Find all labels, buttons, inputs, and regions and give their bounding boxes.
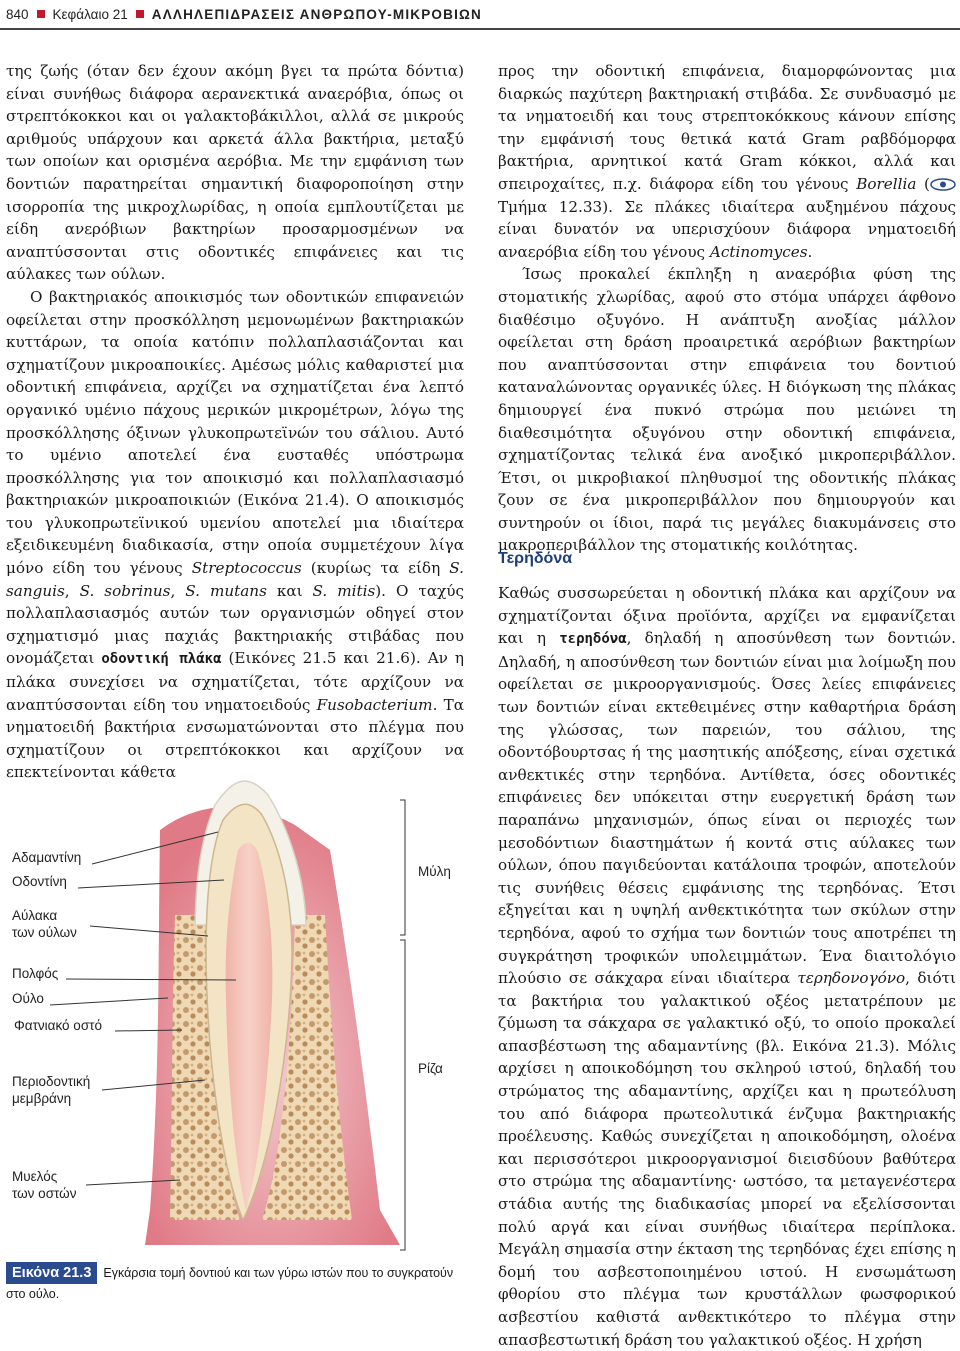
label-sulcus-line1: Αύλακα <box>12 908 58 923</box>
text: , <box>64 581 80 600</box>
page-number: 840 <box>6 6 29 22</box>
label-root: Ρίζα <box>418 1061 443 1076</box>
genus-name: Streptococcus <box>191 559 302 578</box>
text: Ο βακτηριακός αποικισμός των οδοντικών επιφανειών οφείλεται στην προσκόλληση μεμονωμένων βακτηριακών κυττάρων, τα οποία κατόπιν πολλαπλασιάζονται και σχηματίζουν μικροαποικίες. Αμέσως μόλις καθαριστεί μια οδοντική επιφάνεια, αρχίζει να σχηματίζεται ένα λεπτό οργανικό υμένιο πάχους μερικών μικρομέτρων, λόγω της προσκόλλησης όξινων γλυκοπρωτεϊνών του σάλιου. Αυτό το υμένιο αποτελεί ένα ευσταθές υπόστρωμα προσκόλλησης για τον αποικισμό και πολλαπλασιασμό βακτηριακών μικροαποικιών (Εικόνα 21.4). Ο αποικισμός του γλυκοπρωτεϊνικού υμενίου αποτελεί μια ιδιαίτερα εξειδικευμένη διαδικασία, στην οποία συμμετέχουν λίγα μόνο είδη του γένους <box>6 287 464 578</box>
paragraph <box>6 286 464 784</box>
figure-number-tag: Εικόνα 21.3 <box>6 1262 97 1284</box>
tooth-figure <box>0 740 480 1280</box>
label-crown: Μύλη <box>418 864 451 879</box>
label-gum: Ούλο <box>12 991 44 1006</box>
key-term: τερηδόνα <box>559 631 627 648</box>
paragraph <box>498 263 956 557</box>
text: Καθώς συσσωρεύεται η οδοντική πλάκα και αρχίζουν να σχηματίζονται όξινα προϊόντα, αρχίζει να εμφανίζεται και η <box>498 584 956 648</box>
label-pulp: Πολφός <box>12 966 59 981</box>
genus-name: Borellia <box>856 174 917 193</box>
label-alveolar-bone: Φατνιακό οστό <box>14 1018 102 1033</box>
page-header <box>6 2 946 26</box>
text: . <box>807 242 813 261</box>
caption-text: Εγκάρσια τομή δοντιού και των γύρω ιστών που το συγκρατούν στο ούλο. <box>6 1266 454 1301</box>
italic-term: τερηδονογόνο <box>797 969 906 988</box>
tooth-cross-section-illustration <box>0 740 480 1260</box>
figure-caption <box>6 1262 476 1304</box>
paragraph <box>498 60 956 263</box>
text: . Τα νηματοειδή βακτήρια ενσωματώνονται στο πλέγμα που σχηματίζουν οι στρεπτόκοκκοι και αρχίζουν να επεκτείνονται κάθετα <box>6 695 465 782</box>
cross-reference-icon <box>930 178 956 191</box>
paragraph <box>498 582 956 1351</box>
chapter-title: ΑΛΛΗΛΕΠΙΔΡΑΣΕΙΣ ΑΝΘΡΩΠΟΥ-ΜΙΚΡΟΒΙΩΝ <box>151 6 483 22</box>
genus-name: Fusobacterium <box>316 695 433 714</box>
left-column <box>6 60 464 784</box>
text: , <box>170 581 186 600</box>
key-term: οδοντική πλάκα <box>101 651 222 668</box>
label-sulcus-line2: των ούλων <box>12 925 77 940</box>
section-reference[interactable]: Τμήμα 12.33 <box>498 197 603 216</box>
label-marrow-line2: των οστών <box>12 1186 77 1201</box>
label-marrow-line1: Μυελός <box>12 1169 58 1184</box>
text: προς την οδοντική επιφάνεια, διαμορφώνοντας μια διαρκώς παχύτερη βακτηριακή στιβάδα. Σε συνδυασμό με τα νηματοειδή και τους στρεπτοκόκκους κάνουν επίσης την εμφάνισή τους θετικά κατά Gram ραβδόμορφα βακτήρια, αρνητικοί κατά Gram κόκκοι, αλλά και σπειροχαίτες, π.χ. διάφορα είδη του γένους <box>498 62 956 193</box>
label-pdl-line1: Περιοδοντική <box>12 1074 91 1089</box>
header-square-icon <box>136 10 144 18</box>
region-brackets <box>400 800 405 1250</box>
header-square-icon <box>37 10 45 18</box>
text: ). Ο ταχύς πολλαπλασιασμός αυτών των οργανισμών οδηγεί στον σχηματισμό μιας παχιάς βακτηριακής στιβάδας που ονομάζεται <box>6 581 465 668</box>
label-dentin: Οδοντίνη <box>12 874 67 889</box>
species-name: S. mutans <box>185 581 267 600</box>
text: ). Σε πλάκες ιδιαίτερα αυξημένου πάχους είναι δυνατόν να υπερισχύουν διάφορα νηματοειδή αναερόβια είδη του γένους <box>498 197 956 261</box>
right-column-section <box>498 582 956 1351</box>
text: (κυρίως τα είδη <box>301 559 450 578</box>
species-name: S. mitis <box>312 581 376 600</box>
header-rule <box>0 28 960 30</box>
chapter-label: Κεφάλαιο 21 <box>52 6 128 22</box>
species-name: S. sanguis <box>6 559 464 600</box>
label-pdl-line2: μεμβράνη <box>12 1091 72 1106</box>
label-enamel: Αδαμαντίνη <box>12 850 82 865</box>
right-column <box>498 60 956 557</box>
species-name: S. sobrinus <box>79 581 171 600</box>
text: και <box>266 581 313 600</box>
text: (Εικόνες 21.5 και 21.6). Αν η πλάκα συνεχίσει να σχηματίζεται, τότε αρχίζουν να αναπτύσσονται είδη του νηματοειδούς <box>6 649 464 714</box>
genus-name: Actinomyces <box>709 242 808 261</box>
text: , δηλαδή η αποσύνθεση των δοντιών. Δηλαδή, η αποσύνθεση των δοντιών είναι μια λοίμωξη που οφείλεται σε μικροοργανισμούς. Όσες λείες επιφάνειες των δοντιών είναι εκτεθειμένες στην καθαρτήρια δράση της γλώσσας, των παρειών, του σάλιου, της οδοντόβουρτσας ή της μασητικής απόξεσης, είναι σχετικά ανθεκτικές στην τερηδόνα. Αντίθετα, όσες οδοντικές επιφάνειες δεν υπόκειται στην ευεργετική δράση των παραπάνω μηχανισμών, όπως είναι οι περιοχές των μεσοδόντιων διαστημάτων ή κοντά στις αύλακες των ούλων, όπου παγιδεύονται κατάλοιπα τροφών, αποτελούν τις συνήθεις θέσεις εμφάνισης της τερηδόνας. Έτσι εξηγείται και η υψηλή ανθεκτικότητα των σκύλων στην τερηδόνα, αφού το σχήμα των δοντιών τους αποτρέπει τη συγκράτηση τροφικών υπολειμμάτων. Ένα διαιτολόγιο πλούσιο σε σάκχαρα είναι ιδιαίτερα <box>498 629 956 988</box>
text: ( <box>916 174 930 193</box>
text: , διότι τα βακτήρια του γαλακτικού οξέος μετατρέπουν με ζύμωση τα σάκχαρα σε γαλακτικό οξύ, το οποίο προκαλεί απασβέστωση της αδαμαντίνης (βλ. Εικόνα 21.3). Μόλις αρχίσει η αποικοδόμηση του σκληρού ιστού, δηλαδή του στρώματος της αδαμαντίνης, αρχίζει και η πρωτεόλυση του από διάφορα πρωτεολυτικά ένζυμα βακτηριακής προέλευσης. Καθώς συνεχίζεται η αποικοδόμηση, ολοένα και περισσότεροι μικροοργανισμοί διεισδύουν βαθύτερα στο στρώμα της αδαμαντίνης· ωστόσο, τα μεταγενέστερα στάδια αυτής της διαδικασίας μπορεί να εξελίσσονται πολύ αργά και είναι συνήθως ιδιαίτερα περίπλοκα. Μεγάλη σημασία στην έκταση της τερηδόνας έχει επίσης η δομή του ασβεστοποιημένου ιστού. Η ενσωμάτωση φθορίου στο πλέγμα των κρυστάλλων φωσφορικού ασβεστίου καθιστά ανθεκτικότερο το πλέγμα στην απασβεστωτική δράση του γαλακτικού οξέος. Η χρήση <box>498 969 956 1349</box>
text: Ίσως προκαλεί έκπληξη η αναερόβια φύση της στοματικής χλωρίδας, αφού στο στόμα υπάρχει άφθονο διαθέσιμο οξυγόνο. Η ανάπτυξη ανοξίας μάλλον οφείλεται στη δράση προαιρετικά αερόβιων βακτηρίων που αναπτύσσονται στην επιφάνεια του δοντιού καταναλώνοντας οργανικές ύλες. Η διόγκωση της πλάκας δημιουργεί ένα πυκνό στρώμα που μειώνει τη διαθεσιμότητα οξυγόνου στην οδοντική επιφάνεια, σχηματίζοντας τελικά ένα ανοξικό μικροπεριβάλλον. Έτσι, οι μικροβιακοί πληθυσμοί της οδοντικής πλάκας ζουν σε ένα μικροπεριβάλλον που δημιουργούν και συντηρούν οι ίδιοι, παρά τις μεγάλες διακυμάνσεις στο μακροπεριβάλλον της στοματικής κοιλότητας. <box>498 265 956 555</box>
section-title: Τερηδόνα <box>498 550 573 567</box>
text: της ζωής (όταν δεν έχουν ακόμη βγει τα πρώτα δόντια) είναι συνήθως διάφορα αερανεκτικά αναερόβια, όπως οι στρεπτόκοκκοι και οι γαλακτοβάκιλλοι, αλλά σε μικρούς αριθμούς υπάρχουν και αρκετά άλλα βακτήρια, μεταξύ των οποίων και ορισμένα αερόβια. Με την εμφάνιση των δοντιών παρατηρείται σημαντική διαφοροποίηση στην ισορροπία της μικροχλωρίδας, η οποία εμπλουτίζεται με είδη ανερόβιων βακτηρίων προσαρμοσμένων να αναπτύσσονται στις οδοντικές επιφάνειες και τις αύλακες των ούλων. <box>6 62 464 284</box>
paragraph <box>6 60 464 286</box>
